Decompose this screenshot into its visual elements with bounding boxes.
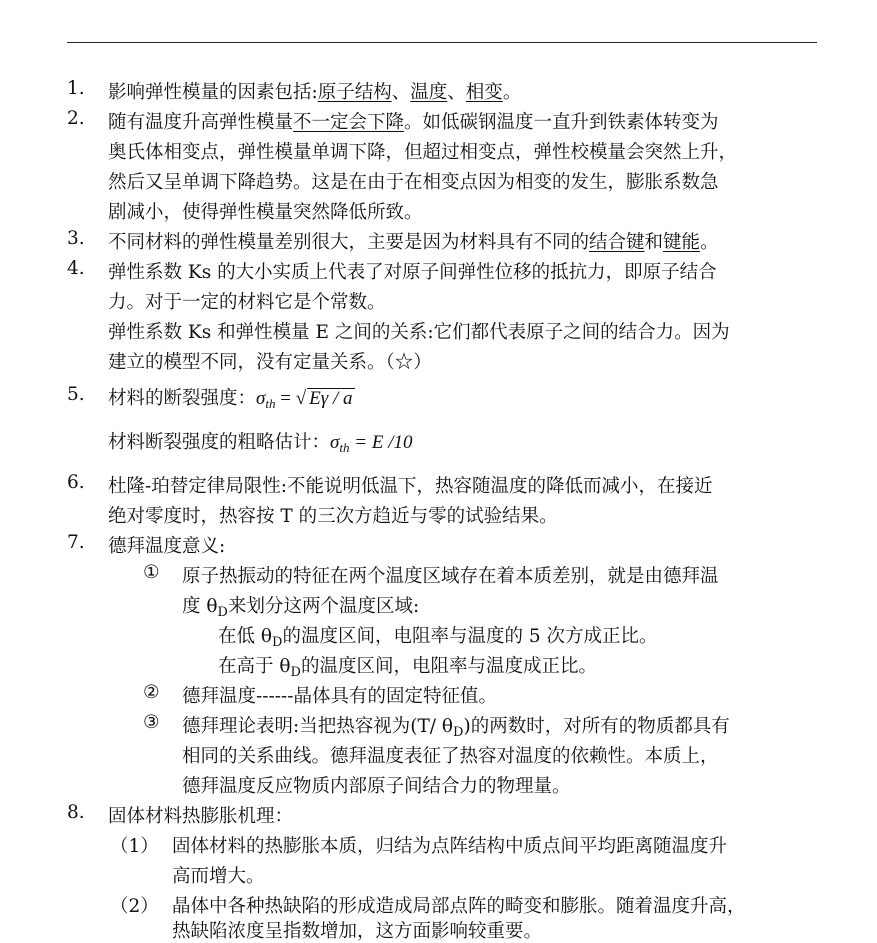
sub-marker-1: （1） [110,836,159,857]
sub-text-line: 热缺陷浓度呈指数增加，这方面影响较重要。 [172,921,543,942]
formula-theoretical-strength: $\sigma_{th}$ = √ Eγ / a [256,388,353,411]
item-text-line: 建立的模型不同，没有定量关系。（☆） [108,352,432,373]
item-text-line: 弹性系数 Ks 的大小实质上代表了对原子间弹性位移的抵抗力，即原子结合 [108,262,717,283]
item-text-line: 然后又呈单调下降趋势。这是在由于在相变点因为相变的发生，膨胀系数急 [108,172,719,193]
fracture-strength-line: 材料的断裂强度：$\sigma_{th}$ = √ Eγ / a [108,388,353,411]
item-number: 5. [67,384,85,405]
sub-text-line: 相同的关系曲线。德拜温度表征了热容对温度的依赖性。本质上， [182,746,719,767]
sub-text-line: 德拜温度反应物质内部原子间结合力的物理量。 [182,776,571,797]
item-text: 不同材料的弹性模量差别很大，主要是因为材料具有不同的结合键和键能。 [108,232,719,253]
item-number: 1. [67,78,85,99]
item-text-line: 杜隆-珀替定律局限性:不能说明低温下，热容随温度的降低而减小，在接近 [108,476,713,497]
item-number: 2. [67,108,85,129]
item-text-line: 随有温度升高弹性模量不一定会下降。如低碳钢温度一直升到铁素体转变为 [108,112,719,133]
sub-text-line: 在低 $\theta_D$的温度区间，电阻率与温度的 5 次方成正比。 [218,626,658,650]
item-title: 固体材料热膨胀机理： [108,806,294,827]
sqrt-symbol: √ [295,388,307,409]
item-text-line: 剧减小，使得弹性模量突然降低所致。 [108,202,423,223]
item-text-line: 绝对零度时，热容按 T 的三次方趋近与零的试验结果。 [108,506,558,527]
sub-text-line: 原子热振动的特征在两个温度区域存在着本质差别，就是由德拜温 [182,566,719,587]
item-number: 6. [67,472,85,493]
fracture-estimate-line: 材料断裂强度的粗略估计：$\sigma_{th} = E$ /10 [108,432,413,455]
sub-text-line: 德拜理论表明:当把热容视为(T/ $\theta_D$)的两数时，对所有的物质都具有 [182,716,730,740]
sub-text-line: 德拜温度------晶体具有的固定特征值。 [182,686,498,707]
sub-text-line: 在高于 $\theta_D$的温度区间，电阻率与温度成正比。 [218,656,597,680]
item-number: 8. [67,802,85,823]
sub-marker-3: ③ [143,712,160,733]
item-number: 3. [67,228,85,249]
item-text: 影响弹性模量的因素包括:原子结构、温度、相变。 [108,82,522,103]
item-text-line: 力。对于一定的材料它是个常数。 [108,292,386,313]
formula-estimate: $\sigma_{th} = E$ /10 [330,432,413,455]
sub-text-line: 高而增大。 [172,866,265,887]
sub-marker-2: ② [143,682,160,703]
item-text-line: 弹性系数 Ks 和弹性模量 E 之间的关系:它们都代表原子之间的结合力。因为 [108,322,730,343]
item-number: 4. [67,258,85,279]
item-number: 7. [67,532,85,553]
sub-text-line: 度 $\theta_D$来划分这两个温度区域: [182,596,420,620]
sub-text-line: 晶体中各种热缺陷的形成造成局部点阵的畸变和膨胀。随着温度升高， [172,896,746,917]
sub-marker-2: （2） [110,896,159,917]
item-title: 德拜温度意义: [108,536,226,557]
header-rule [67,42,817,43]
sub-marker-1: ① [143,562,160,583]
item-text-line: 奥氏体相变点，弹性模量单调下降，但超过相变点，弹性校模量会突然上升， [108,142,738,163]
sub-text-line: 固体材料的热膨胀本质，归结为点阵结构中质点间平均距离随温度升 [172,836,728,857]
